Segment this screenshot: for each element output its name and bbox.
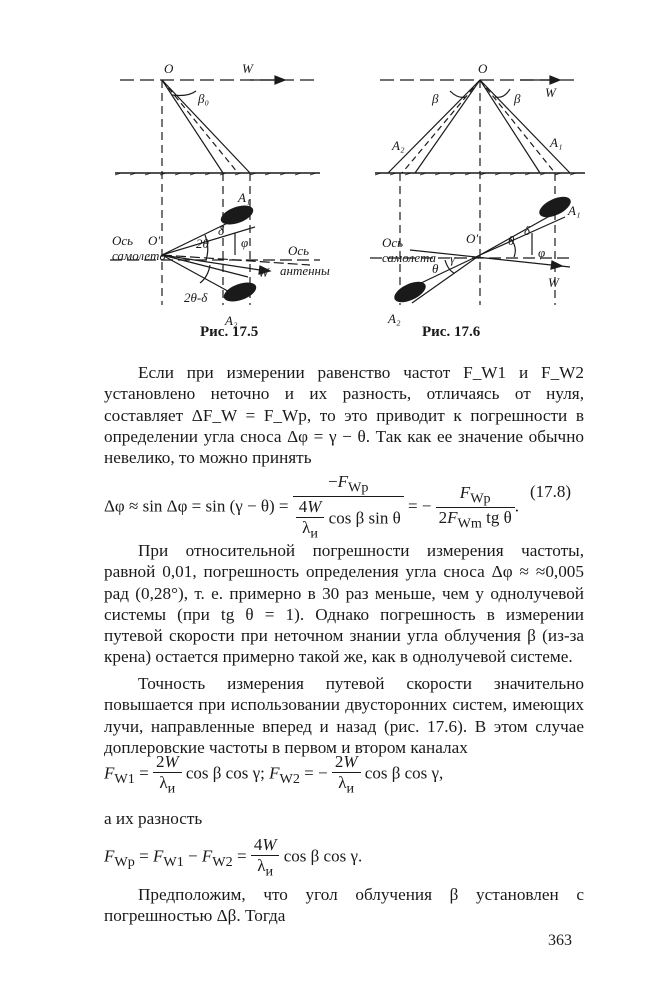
fig6-label-theta-left: θ bbox=[432, 261, 439, 276]
equation-frequency-difference: $F_{Wр} = F_{W1} - F_{W2}$ = $\frac{4W}{\lambda_и}$ cos β cos γ. bbox=[104, 835, 363, 880]
figure-17-6-caption: Рис. 17.6 bbox=[422, 324, 481, 340]
fig5-label-a1: A₁ bbox=[238, 190, 251, 205]
fig6-label-a1-top: A₁ bbox=[550, 135, 563, 150]
figure-17-6 bbox=[370, 55, 600, 335]
fig5-label-beta0: β₀ bbox=[198, 91, 209, 106]
fig5-label-two-theta: 2θ bbox=[196, 236, 209, 251]
fig6-label-theta-right: θ bbox=[508, 233, 515, 248]
fig6-label-beta-left: β bbox=[432, 91, 439, 106]
equation-17-8-number: (17.8) bbox=[530, 482, 572, 501]
fig6-label-beta-right: β bbox=[514, 91, 521, 106]
paragraph-2: При относительной погрешности измерения частоты, равной 0,01, погрешность определения угла сноса Δφ ≈ ≈0,005 рад (0,28°), т. е. примерно в 30 раз меньше, чем у однолучевой системы (при tg θ = 1). Однако погрешность в измерении путевой скорости при неточном знании угла облучения β (из-за крена) остается примерно такой же, как в однолучевой системе. bbox=[104, 541, 584, 667]
figure-17-5 bbox=[110, 55, 340, 335]
fig6-label-a1: A₁ bbox=[568, 203, 581, 218]
fig6-label-delta: δ bbox=[524, 223, 531, 238]
page-number: 363 bbox=[548, 932, 572, 949]
paragraph-1: Если при измерении равенство частот F_W1 и F_W2 установлено неточно и их разность, отличаясь от нуля, составляет ΔF_W = F_Wp, то это приводит к погрешности в определении угла сноса Δφ = γ − θ. Так как ее значение обычно невелико, то можно принять bbox=[104, 363, 584, 468]
fig5-label-o-prime: O′ bbox=[148, 233, 161, 248]
fig5-label-w-lower: W bbox=[258, 265, 269, 280]
paragraph-4: а их разность bbox=[104, 809, 203, 828]
fig5-label-antenna-axis-2: антенны bbox=[280, 263, 330, 278]
fig6-label-axis-1: Ось bbox=[382, 235, 404, 250]
fig6-label-origin: O bbox=[478, 61, 488, 76]
equation-channel-frequencies: $F_{W1}$ = $\frac{2W}{\lambda_и}$ cos β cos γ; $F_{W2}$ = − $\frac{2W}{\lambda_и}$ cos β cos γ, bbox=[104, 752, 444, 797]
fig6-label-velocity: W bbox=[545, 85, 556, 100]
paragraph-3: Точность измерения путевой скорости значительно повышается при использовании двусторонних систем, имеющих лучи, направленные вперед и назад (рис. 17.6). В этом случае доплеровские частоты в первом и втором каналах bbox=[104, 674, 584, 757]
fig6-label-axis-2: самолета bbox=[382, 250, 437, 265]
fig6-label-a2: A₂ bbox=[388, 311, 401, 326]
fig5-label-two-theta-minus-delta: 2θ-δ bbox=[184, 290, 208, 305]
fig5-label-origin: O bbox=[164, 61, 174, 76]
fig5-label-axis-1: Ось bbox=[112, 233, 134, 248]
paragraph-5: Предположим, что угол облучения β установлен с погрешностью Δβ. Тогда bbox=[104, 885, 584, 926]
fig5-label-axis-2: самолета bbox=[112, 248, 167, 263]
fig5-label-delta: δ bbox=[218, 223, 225, 238]
fig6-label-o-prime: O′ bbox=[466, 231, 479, 246]
fig5-label-velocity: W bbox=[242, 61, 253, 76]
fig6-label-gamma: γ bbox=[450, 251, 456, 266]
fig6-label-a2-top: A₂ bbox=[392, 138, 405, 153]
fig6-label-w-lower: W bbox=[548, 275, 559, 290]
fig5-label-a2: A₂ bbox=[225, 313, 238, 328]
fig5-label-phi: φ bbox=[241, 235, 249, 250]
fig6-label-phi: φ bbox=[538, 245, 546, 260]
equation-17-8: Δφ ≈ sin Δφ = sin (γ − θ) = $-F_{Wр}$ $\frac{4W}{\lambda_и}$ cos β sin θ = − $\frac{F_{Wр}}{2F_{Wm} tg \theta}$ . bbox=[104, 472, 520, 542]
figure-17-5-caption: Рис. 17.5 bbox=[200, 324, 259, 340]
fig5-label-antenna-axis-1: Ось bbox=[288, 243, 310, 258]
